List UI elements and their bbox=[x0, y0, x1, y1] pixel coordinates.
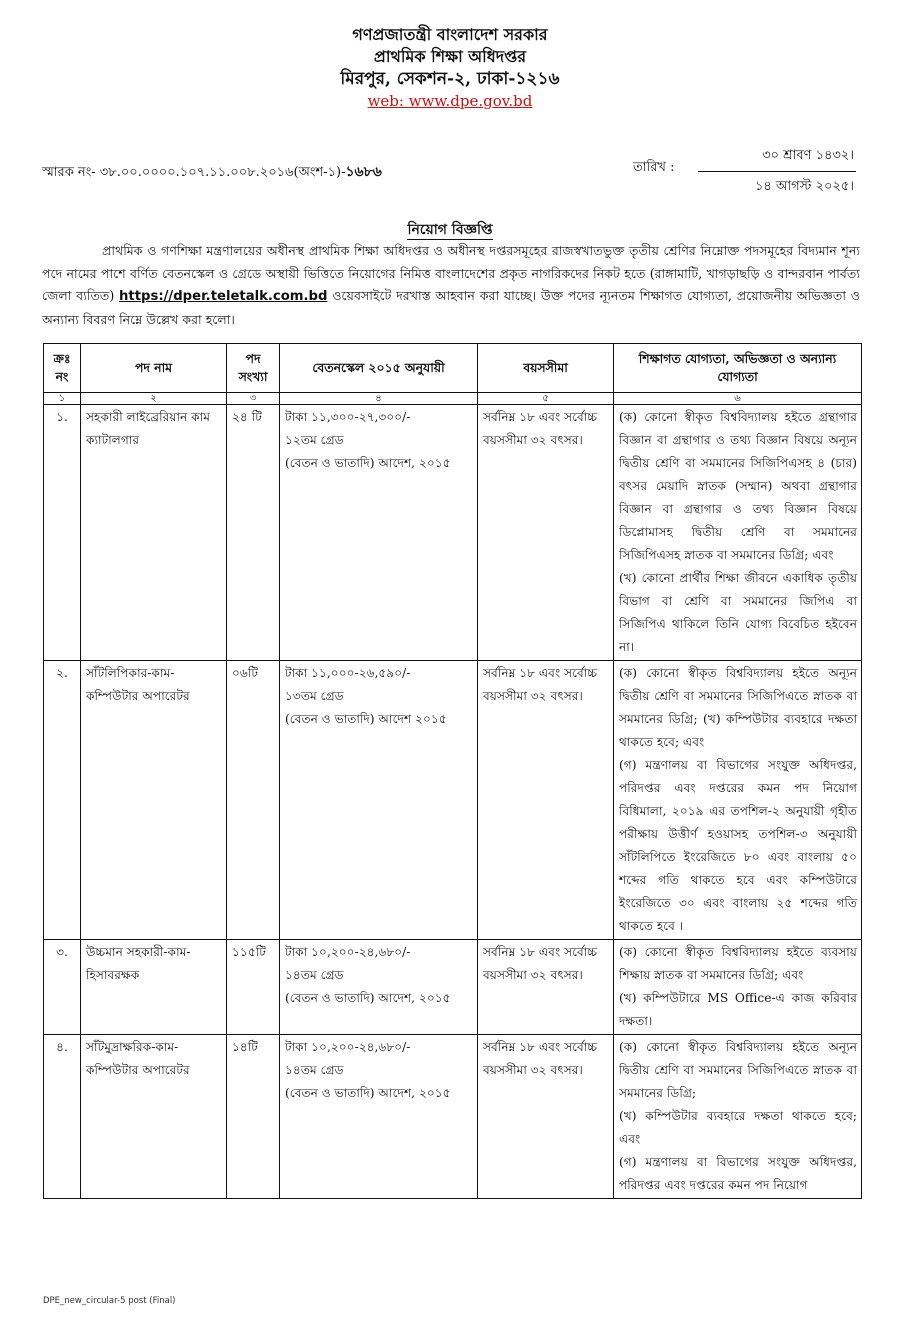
row-qualification bbox=[614, 940, 862, 1035]
table-row bbox=[44, 405, 862, 661]
pay-order: (বেতন ও ভাতাদি) আদেশ ২০১৫ bbox=[285, 712, 447, 726]
column-number-row bbox=[44, 393, 862, 405]
row-qualification bbox=[614, 661, 862, 940]
qualification-item: (গ) মন্ত্রণালয় বা বিভাগের সংযুক্ত অধিদপ্তর, পরিদপ্তর এবং দপ্তরের কমন পদ নিয়োগ bbox=[619, 1155, 857, 1192]
row-serial: ১. bbox=[44, 405, 81, 661]
govt-name: গণপ্রজাতন্ত্রী বাংলাদেশ সরকার bbox=[352, 25, 548, 44]
row-qualification bbox=[614, 405, 862, 661]
pay-grade: ১৪তম গ্রেড bbox=[285, 1063, 344, 1077]
office-address: মিরপুর, সেকশন-২, ঢাকা-১২১৬ bbox=[340, 69, 560, 89]
row-payscale bbox=[280, 405, 478, 661]
row-post-name: উচ্চমান সহকারী-কাম- হিসাবরক্ষক bbox=[81, 940, 227, 1035]
row-age-limit: সর্বনিম্ন ১৮ এবং সর্বোচ্চ বয়সসীমা ৩২ বৎসর। bbox=[478, 940, 614, 1035]
col-header-serial: ক্রঃ নং bbox=[44, 344, 81, 393]
qualification-item: (খ) কম্পিউটারে MS Office-এ কাজ করিবার দক্ষতা। bbox=[619, 991, 857, 1028]
pay-grade: ১৩তম গ্রেড bbox=[285, 689, 344, 703]
table-row bbox=[44, 1035, 862, 1199]
row-post-count: ২৪ টি bbox=[227, 405, 280, 661]
date-block bbox=[698, 146, 856, 198]
pay-amount: টাকা ১১,০০০-২৬,৫৯০/- bbox=[285, 666, 411, 680]
col-number: ৪ bbox=[280, 393, 478, 405]
qualification-item: (ক) কোনো স্বীকৃত বিশ্ববিদ্যালয় হইতে অন্যূন দ্বিতীয় শ্রেণি বা সমমানের সিজিপিএতে স্নাতক বা সমমানের ডিগ্রি; (খ) কম্পিউটার ব্যবহারে দক্ষতা থাকতে হবে; এবং bbox=[619, 666, 857, 749]
table-header-row bbox=[44, 344, 862, 393]
row-age-limit: সর্বনিম্ন ১৮ এবং সর্বোচ্চ বয়সসীমা ৩২ বৎসর। bbox=[478, 405, 614, 661]
department-name: প্রাথমিক শিক্ষা অধিদপ্তর bbox=[373, 47, 527, 66]
col-number: ৬ bbox=[614, 393, 862, 405]
col-number: ১ bbox=[44, 393, 81, 405]
row-payscale bbox=[280, 661, 478, 940]
row-post-count: ১৪টি bbox=[227, 1035, 280, 1199]
notice-title-text: নিয়োগ বিজ্ঞপ্তি bbox=[407, 222, 493, 238]
qualification-item: (ক) কোনো স্বীকৃত বিশ্ববিদ্যালয় হইতে অন্যূন দ্বিতীয় শ্রেণি বা সমমানের সিজিপিএতে স্নাতক বা সমমানের ডিগ্রি; bbox=[619, 1040, 857, 1100]
col-number: ৫ bbox=[478, 393, 614, 405]
row-age-limit: সর্বনিম্ন ১৮ এবং সর্বোচ্চ বয়সসীমা ৩২ বৎসর। bbox=[478, 661, 614, 940]
pay-order: (বেতন ও ভাতাদি) আদেশ, ২০১৫ bbox=[285, 1086, 451, 1100]
qualification-item: (খ) কোনো প্রার্থীর শিক্ষা জীবনে একাধিক তৃতীয় বিভাগ বা শ্রেণি বা সমমানের জিপিএ বা সিজিপিএ থাকিলে তিনি যোগ্য বিবেচিত হইবেন না। bbox=[619, 571, 857, 654]
memo-prefix: স্মারক নং- ৩৮.০০.০০০০.১০৭.১১.০০৮.২০১৬(অংশ-১)- bbox=[42, 165, 346, 180]
date-bangla: ৩০ শ্রাবণ ১৪৩২। bbox=[698, 146, 856, 172]
pay-amount: টাকা ১০,২০০-২৪,৬৮০/- bbox=[285, 945, 411, 959]
row-post-name: সহকারী লাইব্রেরিয়ান কাম ক্যাটালগার bbox=[81, 405, 227, 661]
row-age-limit: সর্বনিম্ন ১৮ এবং সর্বোচ্চ বয়সসীমা ৩২ বৎসর। bbox=[478, 1035, 614, 1199]
website-link[interactable]: web: www.dpe.gov.bd bbox=[367, 92, 533, 110]
row-post-name: সাঁটমুদ্রাক্ষরিক-কাম-কম্পিউটার অপারেটর bbox=[81, 1035, 227, 1199]
qualification-item: (ক) কোনো স্বীকৃত বিশ্ববিদ্যালয় হইতে ব্যবসায় শিক্ষায় স্নাতক বা সমমানের ডিগ্রি; এবং bbox=[619, 945, 857, 982]
qualification-item: (খ) কম্পিউটার ব্যবহারে দক্ষতা থাকতে হবে; এবং bbox=[619, 1109, 857, 1146]
vacancy-table bbox=[43, 343, 862, 1199]
footer-filename: DPE_new_circular-5 post (Final) bbox=[43, 1296, 176, 1306]
intro-paragraph bbox=[42, 240, 860, 331]
application-link[interactable]: https://dper.teletalk.com.bd bbox=[119, 289, 328, 304]
intro-text-after: ওয়েবসাইটে দরখাস্ত আহবান করা যাচ্ছে। উক্ত পদের ন্যূনতম শিক্ষাগত যোগ্যতা, প্রয়োজনীয় অভিজ্ঞতা ও অন্যান্য বিবরণ নিম্নে উল্লেখ করা হলো। bbox=[42, 288, 861, 327]
row-post-count: ১১৫টি bbox=[227, 940, 280, 1035]
col-header-age: বয়সসীমা bbox=[478, 344, 614, 393]
row-post-name: সাঁটলিপিকার-কাম-কম্পিউটার অপারেটর bbox=[81, 661, 227, 940]
col-header-qualification: শিক্ষাগত যোগ্যতা, অভিজ্ঞতা ও অন্যান্য যোগ্যতা bbox=[614, 344, 862, 393]
row-post-count: ০৬টি bbox=[227, 661, 280, 940]
pay-amount: টাকা ১০,২০০-২৪,৬৮০/- bbox=[285, 1040, 411, 1054]
col-header-count: পদ সংখ্যা bbox=[227, 344, 280, 393]
row-payscale bbox=[280, 1035, 478, 1199]
row-serial: ২. bbox=[44, 661, 81, 940]
pay-grade: ১৪তম গ্রেড bbox=[285, 968, 344, 982]
row-serial: ৩. bbox=[44, 940, 81, 1035]
memo-number bbox=[42, 160, 382, 184]
pay-grade: ১২তম গ্রেড bbox=[285, 433, 344, 447]
intro-text-before: প্রাথমিক ও গণশিক্ষা মন্ত্রণালয়ের অধীনস্থ প্রাথমিক শিক্ষা অধিদপ্তর ও অধীনস্থ দপ্তরসমূহের রাজস্বখাতভুক্ত তৃতীয় শ্রেণির নিম্নোক্ত পদসমূহের বিদ্যমান শূন্য পদে নামের পাশে বর্ণিত বেতনস্কেল ও গ্রেডে অস্থায়ী ভিত্তিতে নিয়োগের নিমিত্ত বাংলাদেশের প্রকৃত নাগরিকদের নিকট হতে (রাঙ্গামাটি, খাগড়াছড়ি ও বান্দরবান পার্বত্য জেলা ব্যতিত) bbox=[42, 243, 860, 303]
row-qualification bbox=[614, 1035, 862, 1199]
date-label: তারিখ : bbox=[633, 160, 675, 175]
pay-amount: টাকা ১১,৩০০-২৭,৩০০/- bbox=[285, 410, 411, 424]
date-english: ১৪ আগস্ট ২০২৫। bbox=[754, 179, 854, 194]
pay-order: (বেতন ও ভাতাদি) আদেশ, ২০১৫ bbox=[285, 456, 451, 470]
pay-order: (বেতন ও ভাতাদি) আদেশ, ২০১৫ bbox=[285, 991, 451, 1005]
table-row bbox=[44, 940, 862, 1035]
qualification-item: (ক) কোনো স্বীকৃত বিশ্ববিদ্যালয় হইতে গ্রন্থাগার বিজ্ঞান বা গ্রন্থাগার ও তথ্য বিজ্ঞান বিষয়ে অন্যূন দ্বিতীয় শ্রেণি বা সমমানের সিজিপিএসহ ৪ (চার) বৎসর মেয়াদি স্নাতক (সম্মান) অথবা গ্রন্থাগার বিজ্ঞান বা গ্রন্থাগার ও তথ্য বিজ্ঞান বিষয়ে ডিপ্লোমাসহ দ্বিতীয় শ্রেণি বা সমমানের সিজিপিএসহ স্নাতক বা সমমানের ডিগ্রি; এবং bbox=[619, 410, 857, 562]
memo-serial: ১৬৮৬ bbox=[345, 164, 382, 180]
table-row bbox=[44, 661, 862, 940]
col-header-post: পদ নাম bbox=[81, 344, 227, 393]
row-payscale bbox=[280, 940, 478, 1035]
qualification-item: (গ) মন্ত্রণালয় বা বিভাগের সংযুক্ত অধিদপ্তর, পরিদপ্তর এবং দপ্তরের কমন পদ নিয়োগ বিধিমালা, ২০১৯ এর তপশিল-২ অনুযায়ী গৃহীত পরীক্ষায় উত্তীর্ণ হওয়াসহ তপশিল-৩ অনুযায়ী সাঁটলিপিতে ইংরেজিতে ৮০ এবং বাংলায় ৫০ শব্দের গতি থাকতে হবে এবং কম্পিউটারে ইংরেজিতে ৩০ এবং বাংলায় ২৫ শব্দের গতি থাকতে হবে । bbox=[619, 758, 857, 933]
col-number: ২ bbox=[81, 393, 227, 405]
notice-title bbox=[0, 218, 900, 242]
letterhead bbox=[0, 24, 900, 112]
col-number: ৩ bbox=[227, 393, 280, 405]
col-header-payscale: বেতনস্কেল ২০১৫ অনুযায়ী bbox=[280, 344, 478, 393]
row-serial: ৪. bbox=[44, 1035, 81, 1199]
